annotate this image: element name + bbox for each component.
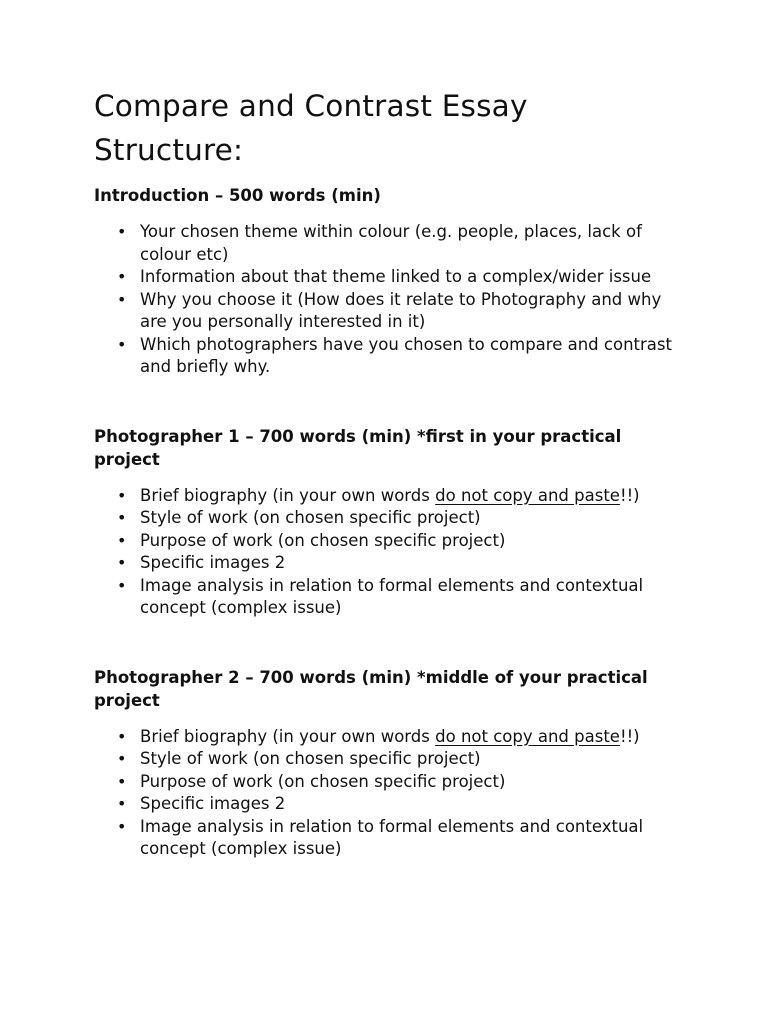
page-title: Compare and Contrast Essay Structure:	[94, 89, 528, 167]
bullet-icon: •	[117, 749, 127, 768]
list-item: • Specific images 2	[140, 793, 684, 816]
bullet-icon: •	[117, 485, 127, 505]
bullet-icon: •	[117, 575, 127, 595]
bullet-list	[94, 221, 684, 379]
list-item: • Image analysis in relation to formal elements and contextual concept (complex issue)	[117, 816, 644, 858]
bullet-icon: •	[117, 794, 127, 813]
underlined-warning: do not copy and paste	[435, 485, 620, 505]
list-item: • Brief biography (in your own words do not copy and paste!!)	[140, 485, 684, 508]
list-item: • Which photographers have you chosen to compare and contrast and briefly why.	[117, 334, 672, 376]
document-page	[94, 84, 684, 861]
section-introduction	[94, 184, 684, 379]
section-photographer-2	[94, 666, 684, 861]
section-heading: Introduction – 500 words (min)	[94, 186, 381, 205]
section-heading: Photographer 1 – 700 words (min) *first in your practical project	[94, 426, 622, 469]
section-heading: Photographer 2 – 700 words (min) *middle of your practical project	[94, 667, 648, 710]
list-item: • Information about that theme linked to a complex/wider issue	[140, 266, 684, 289]
bullet-icon: •	[117, 530, 127, 550]
list-item: • Purpose of work (on chosen specific project)	[140, 771, 684, 794]
list-item: • Specific images 2	[140, 552, 684, 575]
list-item: • Style of work (on chosen specific project)	[140, 507, 684, 530]
bullet-icon: •	[117, 289, 127, 309]
list-item: • Your chosen theme within colour (e.g. people, places, lack of colour etc)	[117, 222, 642, 264]
bullet-icon: •	[117, 222, 127, 241]
list-item: • Brief biography (in your own words do not copy and paste!!)	[140, 726, 684, 749]
list-item: • Image analysis in relation to formal elements and contextual concept (complex issue)	[117, 575, 644, 617]
bullet-icon: •	[117, 816, 127, 836]
list-item: • Purpose of work (on chosen specific project)	[140, 530, 684, 553]
bullet-icon: •	[117, 553, 127, 572]
bullet-icon: •	[117, 267, 127, 286]
list-item: • Style of work (on chosen specific project)	[140, 748, 684, 771]
section-photographer-1	[94, 425, 684, 620]
bullet-icon: •	[117, 508, 127, 527]
bullet-list	[94, 485, 684, 620]
bullet-icon: •	[117, 334, 127, 354]
underlined-warning: do not copy and paste	[435, 726, 620, 746]
bullet-icon: •	[117, 771, 127, 791]
list-item: • Why you choose it (How does it relate to Photography and why are you personally interested in it)	[117, 289, 662, 331]
bullet-icon: •	[117, 726, 127, 746]
bullet-list	[94, 726, 684, 861]
